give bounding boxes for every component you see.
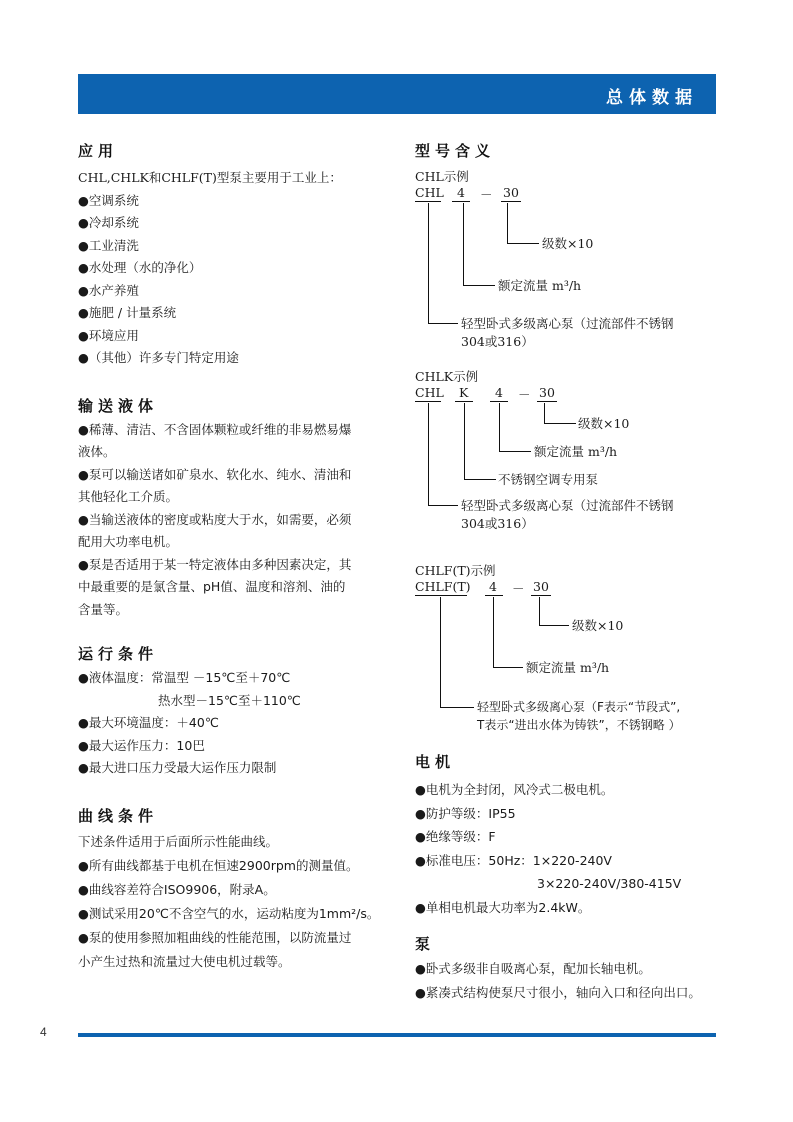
paragraph-line: ●泵的使用参照加粗曲线的性能范围，以防流量过 bbox=[78, 929, 352, 945]
motor-max-power: ●单相电机最大功率为2.4kW。 bbox=[415, 899, 591, 915]
leader-line bbox=[464, 403, 465, 479]
leader-line bbox=[539, 597, 540, 625]
header-bar bbox=[78, 74, 716, 114]
type-label-cont: 304或316） bbox=[461, 516, 534, 531]
leader-line bbox=[507, 243, 539, 244]
code-underline bbox=[415, 595, 467, 596]
paragraph-line: 小产生过热和流量过大使电机过载等。 bbox=[78, 953, 291, 969]
list-item: ●水处理（水的净化） bbox=[78, 260, 202, 275]
model-heading: 型号含义 bbox=[415, 142, 496, 160]
flow-label: 额定流量 m³/h bbox=[526, 660, 610, 675]
code-chlf: CHLF(T) bbox=[415, 579, 471, 594]
paragraph-line: 含量等。 bbox=[78, 601, 129, 617]
stages-label: 级数×10 bbox=[572, 618, 624, 633]
code-underline bbox=[537, 401, 557, 402]
leader-line bbox=[539, 625, 569, 626]
leader-line bbox=[464, 479, 496, 480]
pump-section bbox=[415, 933, 725, 1004]
motor-heading: 电机 bbox=[415, 753, 456, 771]
stages-label: 级数×10 bbox=[578, 416, 630, 431]
leader-line bbox=[440, 707, 474, 708]
application-section bbox=[78, 140, 398, 370]
motor-voltage-3phase: 3×220-240V/380-415V bbox=[537, 876, 682, 891]
motor-insulation: ●绝缘等级：F bbox=[415, 829, 496, 844]
application-intro: CHL,CHLK和CHLF(T)型泵主要用于工业上： bbox=[78, 170, 342, 185]
motor-protection: ●防护等级：IP55 bbox=[415, 805, 516, 821]
paragraph-line: 中最重要的是氯含量、pH值、温度和溶剂、油的 bbox=[78, 579, 346, 594]
leader-line bbox=[507, 203, 508, 243]
type-label: 轻型卧式多级离心泵（过流部件不锈钢 bbox=[461, 498, 674, 513]
page-title: 总体数据 bbox=[606, 88, 698, 108]
list-item: ●工业清洗 bbox=[78, 237, 139, 253]
chl-example-label: CHL示例 bbox=[415, 169, 469, 184]
chlk-example-label: CHLK示例 bbox=[415, 369, 479, 384]
page-number: 4 bbox=[40, 1025, 47, 1039]
liquid-temperature: ●液体温度：常温型 －15℃至＋70℃ bbox=[78, 670, 291, 685]
leader-line bbox=[544, 423, 576, 424]
paragraph-line: ●紧凑式结构使泵尺寸很小，轴向入口和径向出口。 bbox=[415, 984, 701, 1000]
code-chl: CHL bbox=[415, 385, 444, 400]
liquids-heading: 输送液体 bbox=[78, 396, 159, 415]
list-item: ●水产养殖 bbox=[78, 282, 139, 298]
code-underline bbox=[415, 201, 441, 202]
curves-section bbox=[78, 805, 398, 974]
type-label-cont: 304或316） bbox=[461, 334, 534, 349]
type-label: 轻型卧式多级离心泵（F表示“节段式”, bbox=[477, 700, 681, 714]
code-underline bbox=[415, 401, 441, 402]
code-flow: 4 bbox=[489, 579, 497, 594]
leader-line bbox=[428, 505, 458, 506]
code-underline bbox=[501, 201, 521, 202]
special-label: 不锈钢空调专用泵 bbox=[498, 472, 599, 487]
max-pressure: ●最大运作压力：10巴 bbox=[78, 737, 205, 753]
liquids-section bbox=[78, 395, 398, 622]
inlet-pressure: ●最大进口压力受最大运作压力限制 bbox=[78, 760, 277, 775]
code-underline bbox=[452, 201, 470, 202]
left-column bbox=[78, 140, 398, 974]
leader-line bbox=[440, 597, 441, 707]
leader-line bbox=[428, 403, 429, 505]
code-chl: CHL bbox=[415, 185, 444, 200]
list-item: ●（其他）许多专门特定用途 bbox=[78, 350, 239, 365]
operating-heading: 运行条件 bbox=[78, 645, 159, 663]
leader-line bbox=[493, 667, 523, 668]
paragraph-line: 配用大功率电机。 bbox=[78, 534, 179, 549]
footer-rule bbox=[78, 1033, 716, 1037]
type-label: 轻型卧式多级离心泵（过流部件不锈钢 bbox=[461, 316, 674, 331]
chlf-example-label: CHLF(T)示例 bbox=[415, 563, 496, 578]
type-label-cont: T表示“进出水体为铸铁”，不锈钢略 ） bbox=[477, 718, 681, 732]
leader-line bbox=[428, 203, 429, 323]
motor-section bbox=[415, 751, 725, 919]
code-underline bbox=[455, 401, 473, 402]
leader-line bbox=[463, 285, 495, 286]
paragraph-line: ●卧式多级非自吸离心泵，配加长轴电机。 bbox=[415, 961, 651, 976]
list-item: ●施肥 / 计量系统 bbox=[78, 305, 177, 320]
code-underline bbox=[485, 595, 503, 596]
ambient-temperature: ●最大环境温度：＋40℃ bbox=[78, 715, 219, 730]
leader-line bbox=[499, 403, 500, 451]
paragraph-line: ●泵是否适用于某一特定液体由多种因素决定，其 bbox=[78, 556, 352, 572]
operating-section bbox=[78, 643, 398, 780]
paragraph-line: ●泵可以输送诸如矿泉水、软化水、纯水、清油和 bbox=[78, 466, 352, 482]
list-item: ●环境应用 bbox=[78, 327, 139, 343]
code-flow: 4 bbox=[495, 385, 503, 400]
chlf-model-diagram bbox=[415, 561, 725, 732]
paragraph-line: 液体。 bbox=[78, 444, 116, 459]
chlk-model-diagram bbox=[415, 367, 725, 547]
stages-label: 级数×10 bbox=[542, 236, 594, 251]
right-column bbox=[415, 140, 725, 1004]
leader-line bbox=[544, 403, 545, 423]
code-flow: 4 bbox=[457, 185, 465, 200]
motor-enclosure: ●电机为全封闭，风冷式二极电机。 bbox=[415, 782, 614, 797]
curves-heading: 曲线条件 bbox=[78, 806, 159, 825]
paragraph-line: ●稀薄、清洁、不含固体颗粒或纤维的非易燃易爆 bbox=[78, 421, 352, 437]
code-dash: － bbox=[480, 187, 493, 202]
motor-voltage: ●标准电压：50Hz：1×220-240V bbox=[415, 852, 612, 868]
leader-line bbox=[499, 451, 531, 452]
paragraph-line: ●曲线容差符合ISO9906，附录A。 bbox=[78, 881, 276, 897]
code-underline bbox=[531, 595, 551, 596]
paragraph-line: ●测试采用20℃不含空气的水，运动粘度为1mm²/s。 bbox=[78, 905, 380, 921]
code-underline bbox=[490, 401, 508, 402]
leader-line bbox=[493, 597, 494, 667]
code-stages: 30 bbox=[539, 385, 555, 400]
list-item: ●空调系统 bbox=[78, 192, 139, 208]
flow-label: 额定流量 m³/h bbox=[534, 444, 618, 459]
flow-label: 额定流量 m³/h bbox=[498, 278, 582, 293]
list-item: ●冷却系统 bbox=[78, 215, 139, 230]
paragraph-line: 其他轻化工介质。 bbox=[78, 489, 179, 504]
application-heading: 应用 bbox=[78, 142, 119, 160]
leader-line bbox=[428, 323, 458, 324]
curves-intro: 下述条件适用于后面所示性能曲线。 bbox=[78, 833, 279, 849]
code-k: K bbox=[459, 385, 469, 400]
chl-model-diagram bbox=[415, 167, 725, 347]
paragraph-line: ●当输送液体的密度或粘度大于水，如需要，必须 bbox=[78, 511, 352, 527]
paragraph-line: ●所有曲线都基于电机在恒速2900rpm的测量值。 bbox=[78, 857, 359, 873]
code-dash: － bbox=[518, 387, 531, 402]
hot-water-temperature: 热水型－15℃至＋110℃ bbox=[158, 692, 301, 708]
code-stages: 30 bbox=[533, 579, 549, 594]
leader-line bbox=[463, 203, 464, 285]
pump-heading: 泵 bbox=[415, 935, 436, 953]
code-stages: 30 bbox=[503, 185, 519, 200]
code-dash: － bbox=[512, 581, 525, 596]
